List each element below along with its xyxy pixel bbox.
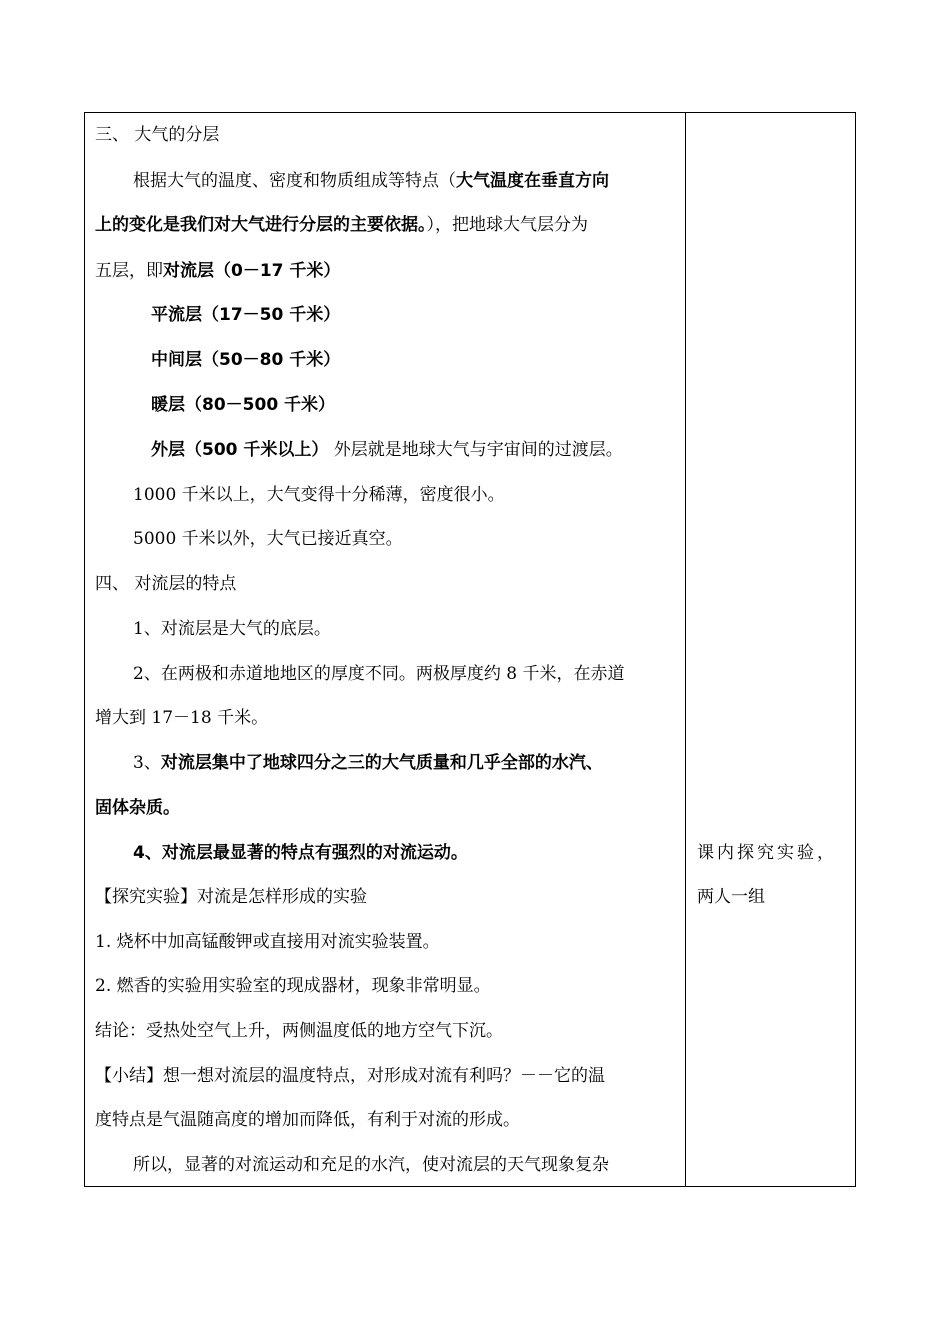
- point-2-line1: 2、在两极和赤道地地区的厚度不同。两极厚度约 8 千米，在赤道: [133, 664, 625, 684]
- point-2-line2: 增大到 17－18 千米。: [95, 708, 269, 728]
- point-3-line1: [133, 752, 603, 774]
- point-3-line2: 固体杂质。: [95, 798, 180, 818]
- section3-paragraph-line3: [95, 260, 340, 282]
- section3-heading: 三、 大气的分层: [95, 125, 220, 145]
- point-1: 1、对流层是大气的底层。: [133, 619, 331, 639]
- layer-thermosphere: 暖层（80－500 千米）: [151, 395, 336, 415]
- section3-paragraph-line1: [133, 170, 609, 192]
- experiment-title: 【探究实验】对流是怎样形成的实验: [95, 887, 367, 907]
- summary-line2: 度特点是气温随高度的增加而降低，有利于对流的形成。: [95, 1110, 520, 1130]
- text-bold: 对流层（0－17 千米）: [163, 261, 341, 281]
- note-1000km: 1000 千米以上，大气变得十分稀薄，密度很小。: [133, 485, 505, 505]
- conclusion: 结论：受热处空气上升，两侧温度低的地方空气下沉。: [95, 1021, 503, 1041]
- text-normal: 根据大气的温度、密度和物质组成等特点（: [133, 171, 456, 191]
- text-normal: 3、: [133, 753, 161, 773]
- text-bold: 外层（500 千米以上）: [151, 440, 329, 460]
- layer-mesosphere: 中间层（50－80 千米）: [151, 350, 341, 370]
- experiment-step-1: 1. 烧杯中加高锰酸钾或直接用对流实验装置。: [95, 932, 440, 952]
- text-bold: 大气温度在垂直方向: [456, 171, 609, 191]
- lesson-table: [84, 112, 856, 1187]
- text-bold: 对流层集中了地球四分之三的大气质量和几乎全部的水汽、: [160, 753, 603, 773]
- text-normal: 外层就是地球大气与宇宙间的过渡层。: [328, 440, 623, 460]
- side-note-line2: 两人一组: [697, 887, 765, 907]
- final-line: 所以，显著的对流运动和充足的水汽，使对流层的天气现象复杂: [133, 1155, 609, 1175]
- text-normal: 五层，即: [95, 261, 163, 281]
- note-5000km: 5000 千米以外，大气已接近真空。: [133, 529, 403, 549]
- column-divider: [685, 113, 686, 1186]
- point-4: 4、对流层最显著的特点有强烈的对流运动。: [133, 843, 468, 863]
- side-note-line1: 课内探究实验，: [697, 843, 837, 863]
- section3-paragraph-line2: [95, 214, 588, 236]
- layer-stratosphere: 平流层（17－50 千米）: [151, 305, 341, 325]
- text-bold: 上的变化是我们对大气进行分层的主要依据。: [95, 215, 427, 235]
- section4-heading: 四、 对流层的特点: [95, 574, 237, 594]
- layer-exosphere: [151, 439, 623, 461]
- experiment-step-2: 2. 燃香的实验用实验室的现成器材，现象非常明显。: [95, 976, 491, 996]
- text-normal: ），把地球大气层分为: [426, 215, 588, 235]
- summary-line1: 【小结】想一想对流层的温度特点，对形成对流有利吗？－－它的温: [95, 1066, 605, 1086]
